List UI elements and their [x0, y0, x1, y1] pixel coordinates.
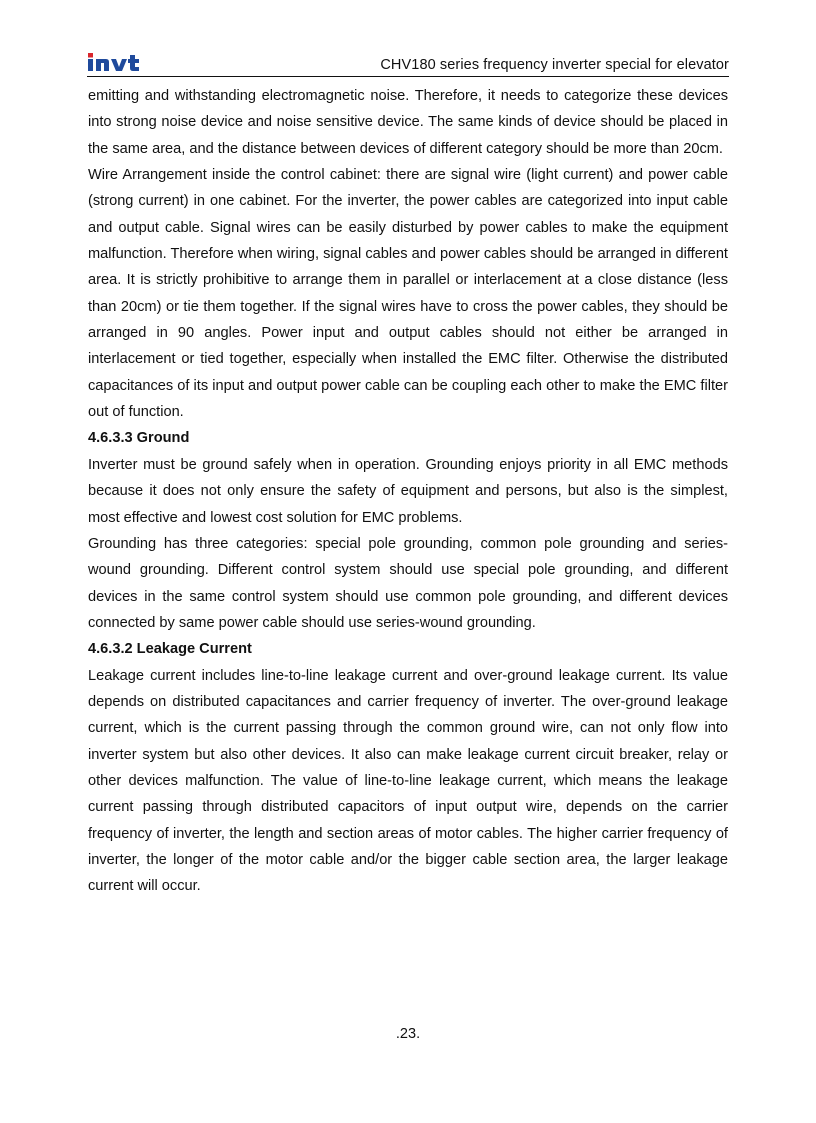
- paragraph-wire-arrangement: Wire Arrangement inside the control cabinet: there are signal wire (light current) and power cable (strong current) in one cabinet. For the inverter, the power cables are categorized into input cable and output cable. Signal wires can be easily disturbed by power cables to make the equipment malfunction. Therefore when wiring, signal cables and power cables should be arranged in different area. It is strictly prohibitive to arrange them in parallel or interlacement at a close distance (less than 20cm) or tie them together. If the signal wires have to cross the power cables, they should be arranged in 90 angles. Power input and output cables should not either be arranged in interlacement or tied together, especially when installed the EMC filter. Otherwise the distributed capacitances of its input and output power cable can be coupling each other to make the EMC filter out of function.: [88, 167, 728, 421]
- paragraph-leakage-current: Leakage current includes line-to-line leakage current and over-ground leakage current. Its value depends on distributed capacitances and carrier frequency of inverter. The over-ground leakage current, which is the current passing through the common ground wire, can not only flow into inverter system but also other devices. It also can make leakage current circuit breaker, relay or other devices malfunction. The value of line-to-line leakage current, which means the leakage current passing through distributed capacitors of input output wire, depends on the carrier frequency of inverter, the length and section areas of motor cables. The higher carrier frequency of inverter, the longer of the motor cable and/or the bigger cable section area, the larger leakage current will occur.: [88, 667, 728, 895]
- section-heading-leakage-current: 4.6.3.2 Leakage Current: [88, 641, 252, 658]
- document-title: CHV180 series frequency inverter special for elevator: [380, 57, 729, 73]
- page-number: .23.: [395, 1026, 421, 1042]
- paragraph-grounding-categories: Grounding has three categories: special pole grounding, common pole grounding and series-wound grounding. Different control system should use special pole grounding, and different devices in the same control system should use common pole grounding, and different devices connected by same power cable should use series-wound grounding.: [88, 535, 728, 631]
- paragraph-ground-safety: Inverter must be ground safely when in operation. Grounding enjoys priority in all EMC methods because it does not only ensure the safety of equipment and persons, but also is the simplest, most effective and lowest cost solution for EMC problems.: [88, 456, 728, 526]
- paragraph-noise-categorization: emitting and withstanding electromagnetic noise. Therefore, it needs to categorize these devices into strong noise device and noise sensitive device. The same kinds of device should be placed in the same area, and the distance between devices of different category should be more than 20cm.: [88, 88, 728, 157]
- invt-logo: [87, 52, 143, 72]
- section-heading-ground: 4.6.3.3 Ground: [88, 430, 190, 447]
- page-body: [88, 83, 728, 900]
- page-header: [87, 50, 729, 77]
